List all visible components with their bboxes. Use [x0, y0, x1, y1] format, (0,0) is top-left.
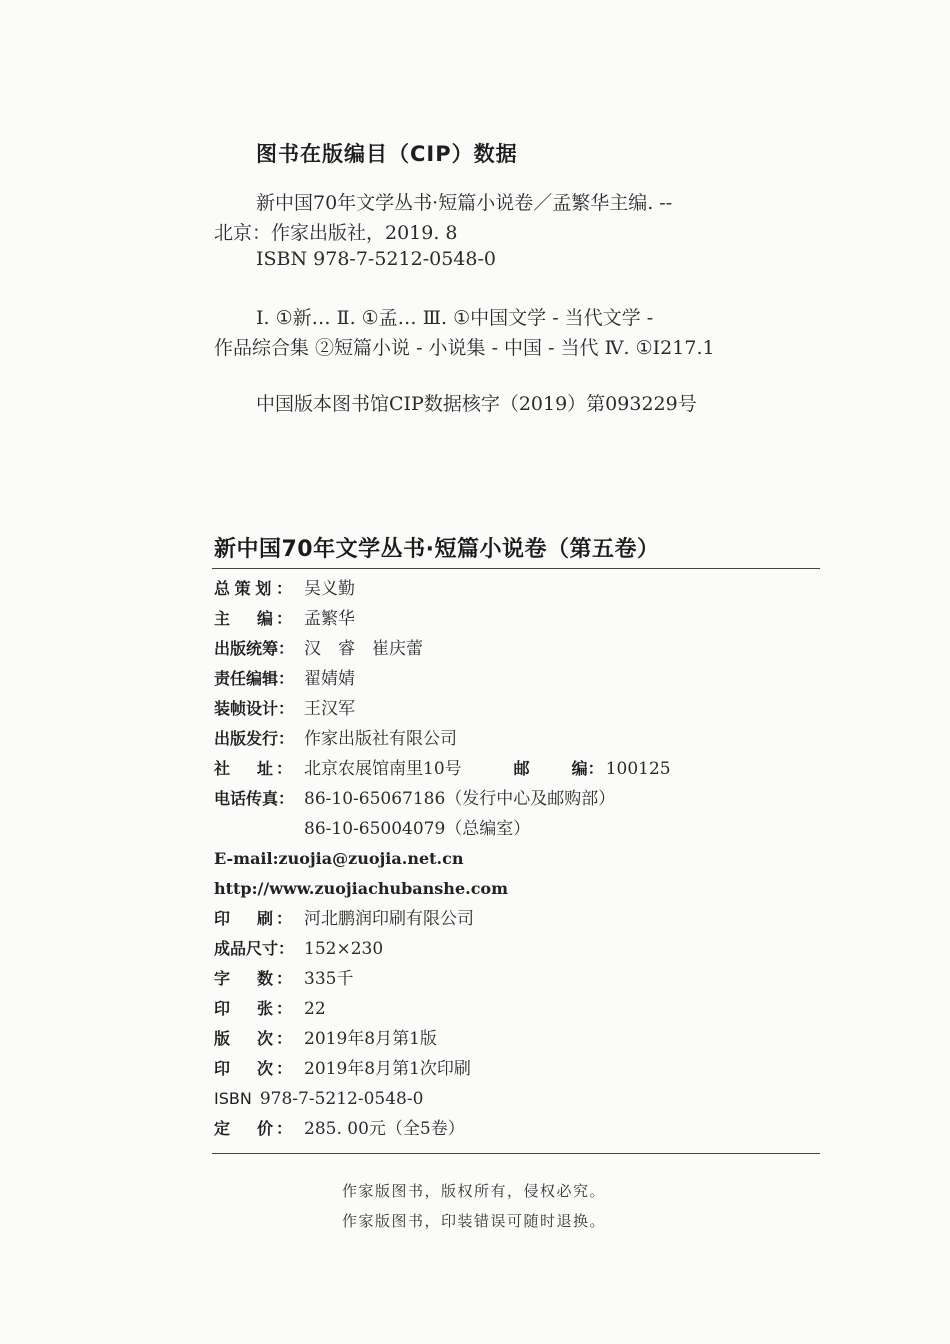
- cip-line-3: ISBN 978-7-5212-0548-0: [256, 248, 496, 270]
- words-row: [214, 964, 671, 994]
- phone-row-2: [214, 814, 671, 844]
- isbn-label: ISBN: [214, 1089, 252, 1108]
- phone-label: 电话传真：: [214, 789, 295, 808]
- printer-value: 河北鹏润印刷有限公司: [304, 909, 474, 929]
- cip-line-2: 北京：作家出版社，2019. 8: [214, 222, 458, 244]
- planner-row: [214, 574, 671, 604]
- resp-editor-row: [214, 664, 671, 694]
- planner-value: 吴义勤: [304, 579, 355, 599]
- cip-line-5: 作品综合集 ②短篇小说 - 小说集 - 中国 - 当代 Ⅳ. ①I217.1: [214, 337, 715, 359]
- footer-line-2: 作家版图书，印装错误可随时退换。: [342, 1212, 607, 1230]
- printer-row: [214, 904, 671, 934]
- size-value: 152×230: [304, 939, 384, 959]
- postcode-label: 邮 编：: [513, 759, 604, 778]
- impression-label: 印 次 ：: [214, 1059, 292, 1078]
- cip-line-6: 中国版本图书馆CIP数据核字（2019）第093229号: [256, 393, 697, 415]
- bottom-rule: [212, 1153, 820, 1154]
- address-label: 社 址 ：: [214, 759, 292, 778]
- phone-value-1: 86-10-65067186（发行中心及邮购部）: [304, 789, 616, 809]
- sheets-value: 22: [304, 999, 326, 1019]
- phone-value-2: 86-10-65004079（总编室）: [304, 819, 531, 839]
- coordinator-label: 出版统筹：: [214, 639, 295, 658]
- book-title: 新中国70年文学丛书·短篇小说卷（第五卷）: [214, 537, 660, 562]
- words-value: 335千: [304, 969, 354, 989]
- edition-value: 2019年8月第1版: [304, 1029, 437, 1049]
- isbn-value: 978-7-5212-0548-0: [259, 1089, 424, 1109]
- top-rule: [212, 568, 820, 569]
- cip-line-1: 新中国70年文学丛书·短篇小说卷／孟繁华主编. --: [256, 192, 673, 214]
- resp-editor-value: 翟婧婧: [304, 669, 355, 689]
- edition-label: 版 次 ：: [214, 1029, 292, 1048]
- website-row: [214, 874, 671, 904]
- printer-label: 印 刷 ：: [214, 909, 292, 928]
- coordinator-value: 汉 睿 崔庆蕾: [304, 639, 423, 659]
- price-label: 定 价 ：: [214, 1119, 292, 1138]
- publisher-row: [214, 724, 671, 754]
- cip-title: 图书在版编目（CIP）数据: [256, 142, 518, 166]
- size-label: 成品尺寸：: [214, 939, 295, 958]
- price-row: [214, 1114, 671, 1144]
- editor-value: 孟繁华: [304, 609, 355, 629]
- colophon-info: [214, 574, 671, 1144]
- isbn-row: [214, 1084, 671, 1114]
- designer-label: 装帧设计：: [214, 699, 295, 718]
- words-label: 字 数 ：: [214, 969, 292, 988]
- address-value: 北京农展馆南里10号: [304, 759, 462, 779]
- cip-line-4: Ⅰ. ①新… Ⅱ. ①孟… Ⅲ. ①中国文学 - 当代文学 -: [256, 307, 654, 329]
- phone-row: [214, 784, 671, 814]
- footer-line-1: 作家版图书，版权所有，侵权必究。: [342, 1182, 607, 1200]
- publisher-value: 作家出版社有限公司: [304, 729, 457, 749]
- resp-editor-label: 责任编辑：: [214, 669, 295, 688]
- coordinator-row: [214, 634, 671, 664]
- impression-row: [214, 1054, 671, 1084]
- planner-label: 总 策 划 ：: [214, 579, 292, 598]
- edition-row: [214, 1024, 671, 1054]
- editor-label: 主 编 ：: [214, 609, 292, 628]
- price-value: 285. 00元（全5卷）: [304, 1119, 465, 1139]
- publisher-label: 出版发行：: [214, 729, 295, 748]
- size-row: [214, 934, 671, 964]
- sheets-row: [214, 994, 671, 1024]
- impression-value: 2019年8月第1次印刷: [304, 1059, 471, 1079]
- address-row: [214, 754, 671, 784]
- postcode-value: 100125: [605, 759, 671, 779]
- editor-row: [214, 604, 671, 634]
- designer-row: [214, 694, 671, 724]
- designer-value: 王汉军: [304, 699, 355, 719]
- email-text: E-mail:zuojia@zuojia.net.cn: [214, 849, 464, 868]
- website-text: http://www.zuojiachubanshe.com: [214, 879, 509, 898]
- sheets-label: 印 张 ：: [214, 999, 292, 1018]
- email-row: [214, 844, 671, 874]
